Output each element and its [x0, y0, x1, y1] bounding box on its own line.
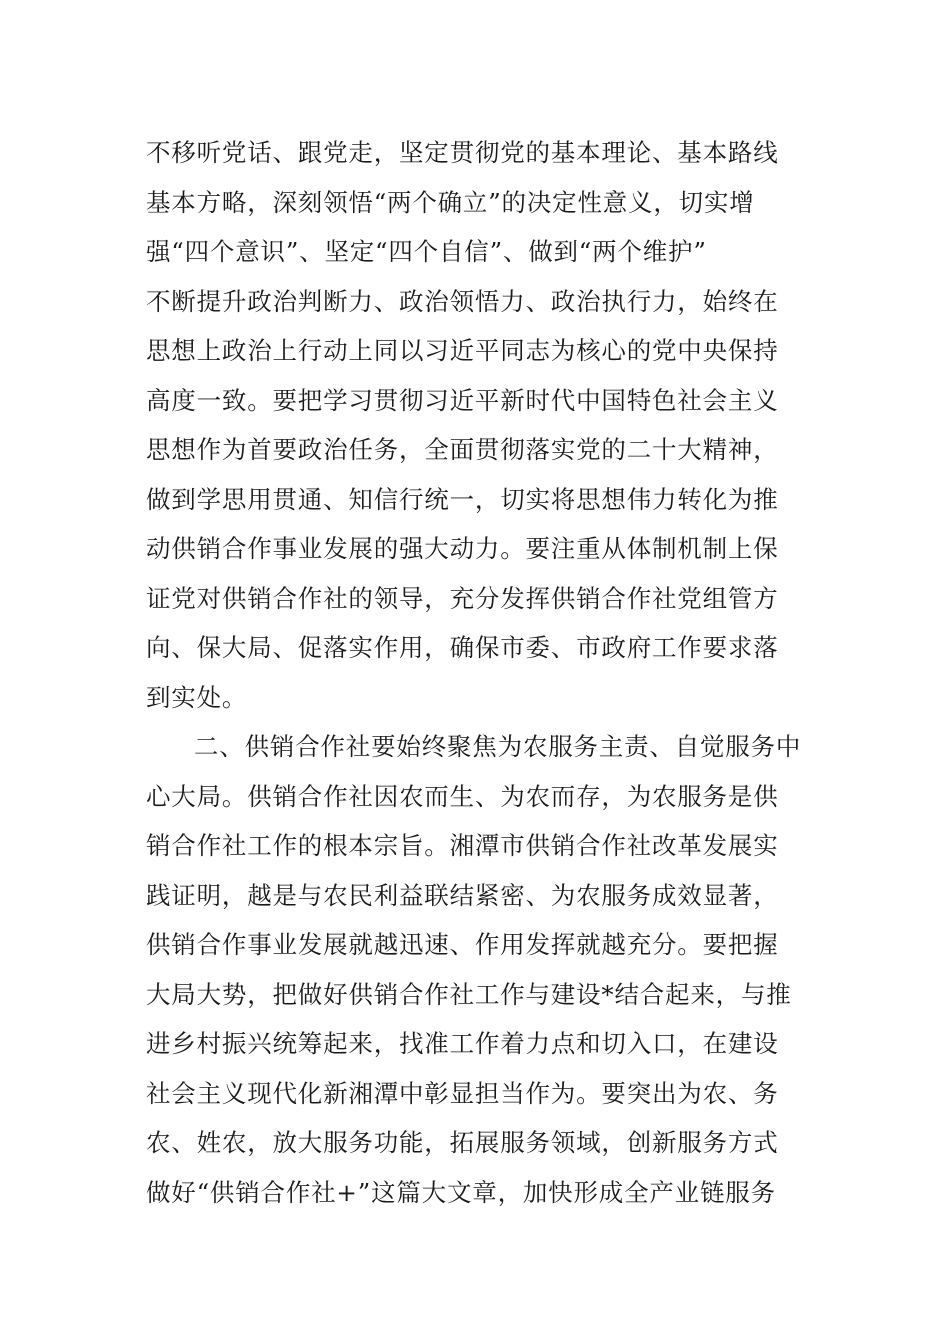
text-line: 销合作社工作的根本宗旨。湘潭市供销合作社改革发展实: [146, 831, 779, 860]
text-line: 做到学思用贯通、知信行统一，切实将思想伟力转化为推: [146, 484, 779, 514]
text-line: 基本方略，深刻领悟“两个确立”的决定性意义，切实增: [146, 187, 755, 217]
text-line: 思想作为首要政治任务，全面贯彻落实党的二十大精神，: [146, 435, 779, 464]
text-line: 供销合作事业发展就越迅速、作用发挥就越充分。要把握: [146, 930, 779, 959]
text-line: 心大局。供销合作社因农而生、为农而存，为农服务是供: [146, 781, 779, 811]
text-line-indented: 二、供销合作社要始终聚焦为农服务主责、自觉服务中: [194, 732, 802, 761]
text-line: 大局大势，把做好供销合作社工作与建设*结合起来，与推: [146, 979, 792, 1009]
text-line: 做好“供销合作社+”这篇大文章，加快形成全产业链服务: [146, 1177, 776, 1207]
text-line: 不移听党话、跟党走，坚定贯彻党的基本理论、基本路线: [146, 138, 779, 167]
text-line: 证党对供销合作社的领导，充分发挥供销合作社党组管方: [146, 583, 779, 613]
text-line: 社会主义现代化新湘潭中彰显担当作为。要突出为农、务: [146, 1078, 779, 1108]
text-line: 高度一致。要把学习贯彻习近平新时代中国特色社会主义: [146, 385, 779, 415]
text-line: 农、姓农，放大服务功能，拓展服务领域，创新服务方式: [146, 1128, 779, 1157]
text-line: 动供销合作事业发展的强大动力。要注重从体制机制上保: [146, 534, 779, 563]
text-line: 到实处。: [146, 682, 248, 712]
document-body: [146, 128, 846, 1217]
text-line: 践证明，越是与农民利益联结紧密、为农服务成效显著，: [146, 880, 779, 910]
paragraph-2: [146, 722, 846, 1217]
text-line: 思想上政治上行动上同以习近平同志为核心的党中央保持: [146, 336, 779, 365]
text-line: 向、保大局、促落实作用，确保市委、市政府工作要求落: [146, 633, 779, 662]
text-line: 强“四个意识”、坚定“四个自信”、做到“两个维护”: [146, 237, 707, 266]
paragraph-1: [146, 128, 846, 722]
text-line: 进乡村振兴统筹起来，找准工作着力点和切入口，在建设: [146, 1029, 779, 1058]
text-line: 不断提升政治判断力、政治领悟力、政治执行力，始终在: [146, 286, 779, 316]
